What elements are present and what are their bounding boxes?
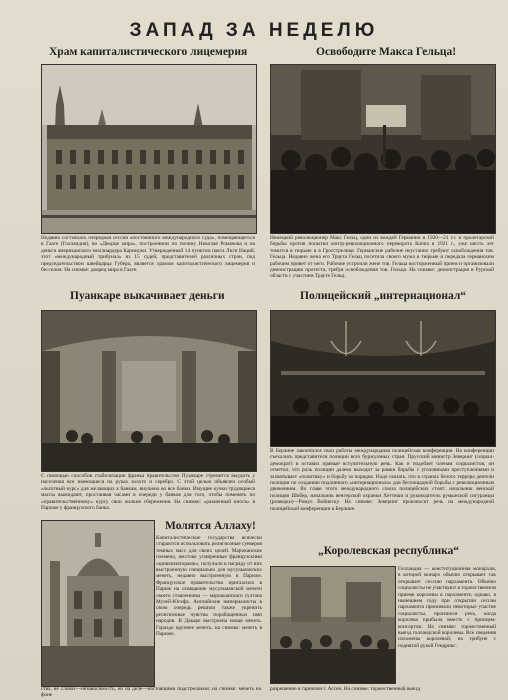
article-heading-poincare: Пуанкаре выкачивает деньги <box>70 290 225 302</box>
article-caption-police-international: В Берлине закончился свои работы международная полицейская конференция. На конференции съехались представители полиции всех буржуазных стран. Прусский министр Зеверинг (социал-демократ) в оставил прямые вступительную речь. Как и подобает членам социалистов, он отметил, что роль полиции далеко выходит за рамки борьбы с уголовными преступлениями и захватывает «политику» и борьбу за порядок. Надо сказать, что в странах белого террора деятели полиции по созданию подлинного «интернационала» для беспощадной борьбы с революционным движением. Во главе этого международного союза полицейских стоят: начальник венской полиции Шобер, начальник венгерской охранки Хеттеши и руководитель румынской сигуранцы (разведки)—Ромул Войнеску. На снимке: Зеверинг произносит речь на международной полицейской конференции в Берлине. <box>270 448 494 512</box>
article-heading-max-hoelz: Освободите Макса Гельца! <box>316 46 457 58</box>
peace-palace-photo <box>41 64 257 234</box>
article-heading-peace-palace: Храм капиталистического лицемерия <box>49 46 248 58</box>
demonstration-photo <box>270 64 496 234</box>
royal-procession-photo <box>270 566 396 684</box>
bottom-strip-right: разрешение в гарнизон г. Ассен. На снимке: торжественный выезд <box>270 686 421 692</box>
page-title: ЗАПАД ЗА НЕДЕЛЮ <box>129 20 379 41</box>
article-caption-poincare: С помощью способов стабилизации франка правительство Пуанкаре стремится выудить у населения все имеющиеся на руках золото и серебро. С этой целью объявлен особый «льготный курс» для желающих к банкам, внушено во все банки. Имущие кучки трудящиеся массы выжидают, простаивая часами в очереди у банков для того, чтобы поменять по «правительственному» курсу свои жалкие сбережения. На снимке: «разменный киоск» в Париже у французского банка. <box>41 473 255 512</box>
bank-hall-photo <box>41 310 257 472</box>
article-caption-royal-republic: Голландия — конституционная монархия, в которой монарх обычно открывает так открывает сессию парламента. Обычно социалисты не участвуют в торжественном приеме королевы в парламенте, однако, в нынешнем году при открытии сессии парламента принимали некоторые участие социалисты, произнося речь, когда королева прибыла вместе с принцем-консортом. На снимке: торжественный выезд голландской королевы. Все сведения изложены королевой; на трибуне с поднятой рукой Гендрикс. <box>398 566 496 649</box>
mosque-photo <box>41 520 155 687</box>
article-heading-police-international: Полицейский „интернационал“ <box>300 290 467 302</box>
article-caption-pray-allah: Капиталистические государства всячески стараются использовать религиозные суеверия темных масс для своих целей. Мароканские племена, жестоко усмиренные французскими «цивилизаторами», получили в награду от них выстроенную специально для мусульманских мечеть, недавно выстроенную в Париже. Французское правительство пригласило в Париж на освящение мусульманской мечети своего ставленника — марокканского султана Мулей-Юсефа. Английские империалисты в свою очередь решили также укрепить религиозные чувства порабощенных ими народов. В Дакаре выстроена новая мечеть. Гораздо крупнее мечеть, на снимке: мечеть в Париже. <box>156 535 262 638</box>
article-caption-max-hoelz: Немецкий революционер Макс Гельц, один из вождей Германии в 1920—21 г.г. и пролетарской борьбы против попытки контр-революционного переворота Каппа в 1921 г., уже шесть лет томится в тюрьме и в Гросстрелице. Германские рабочие неустанно требуют освобождения тов. Гельца. Недавно жена его Траута Гельц посетила своего мужа в тюрьме и передала германским рабочим привет от него. Рабочие устроили жене тов. Гельца восторженный прием и организовали демонстрацию протеста, требуя освобождения тов. Гельца. На снимке: демонстрация в Рурской области с участием Трауте Гельц. <box>270 235 494 280</box>
article-heading-pray-allah: Молятся Аллаху! <box>165 520 256 532</box>
bottom-strip-left: ства, не словах—независимость, но на деле—настоящими подстрелками; на снимке: мечеть на фоне <box>41 686 261 698</box>
police-conference-photo <box>270 310 496 447</box>
article-caption-peace-palace: Недавно состоялась очередная сессия «постоянного международного суда», помещающегося в Гааге (Голландия), во «Дворце мира», построенном по почину Николая Романова и на деньги американского миллиардера Карнеджи. Утвержденный 14 пунктом пакта Лиги Наций, этот «международный трибунал» из 15 судей, представителей различных стран, под председательством швейцарца Губера, является храмом капиталистического лицемерия и бессилия. На снимке: дворец мира в Гааге. <box>41 235 255 274</box>
article-heading-royal-republic: „Королевская республика“ <box>318 545 460 557</box>
